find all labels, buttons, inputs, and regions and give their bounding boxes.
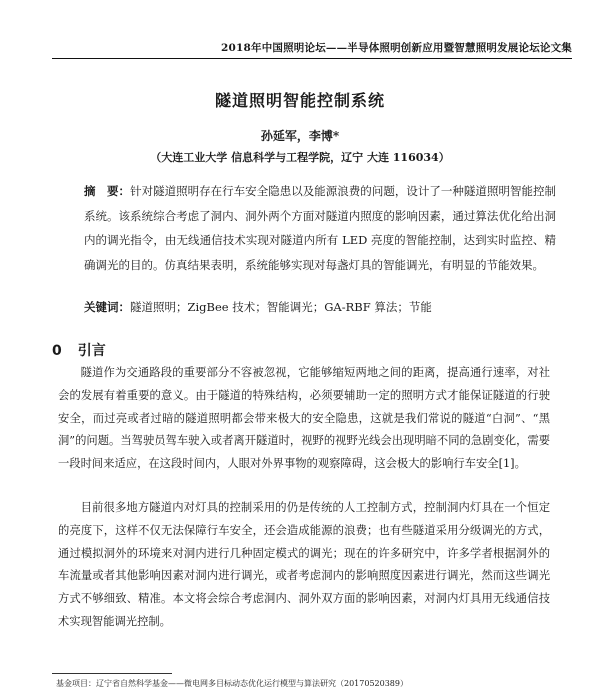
- section-title: 引言: [77, 343, 106, 359]
- abstract-text: 针对隧道照明存在行车安全隐患以及能源浪费的问题，设计了一种隧道照明智能控制系统。该系统综合考虑了洞内、洞外两个方面对隧道内照度的影响因素，通过算法优化给出洞内的调光指令，由无线通信技术实现对隧道内所有 LED 亮度的智能控制，达到实时监控、精确调光的目的。仿真结果表明，系统能够实现对每盏灯具的智能调光，有明显的节能效果。: [84, 184, 557, 272]
- keywords: [84, 297, 556, 317]
- abstract: [84, 179, 556, 277]
- paper-authors: 孙延军，李博*: [260, 129, 340, 143]
- paper-title: 隧道照明智能控制系统: [214, 91, 385, 110]
- section-number: 0: [52, 343, 62, 359]
- running-header: 2018年中国照明论坛——半导体照明创新应用暨智慧照明发展论坛论文集: [52, 40, 572, 59]
- section-heading-introduction: [52, 340, 106, 360]
- body-paragraph-1: 隧道作为交通路段的重要部分不容被忽视，它能够缩短两地之间的距离，提高通行速率，对社会的发展有着重要的意义。由于隧道的特殊结构，必须要辅助一定的照明方式才能保证隧道的行驶安全，而过亮或者过暗的隧道照明都会带来极大的安全隐患，这就是我们常说的隧道“白洞”、“黑洞”的问题。当驾驶员驾车驶入或者离开隧道时，视野的视野光线会出现明暗不同的急剧变化，需要一段时间来适应，在这段时间内，人眼对外界事物的观察障碍，这会极大的影响行车安全[1]。: [58, 366, 550, 471]
- keywords-label: 关键词：: [84, 300, 130, 314]
- author-affiliation: （大连工业大学 信息科学与工程学院，辽宁 大连 116034）: [150, 151, 450, 164]
- body-paragraph-2: 目前很多地方隧道内对灯具的控制采用的仍是传统的人工控制方式，控制洞内灯具在一个恒定的亮度下，这样不仅无法保障行车安全，还会造成能源的浪费；也有些隧道采用分级调光的方式，通过模拟洞外的环境来对洞内进行几种固定模式的调光；现在的许多研究中，许多学者根据洞外的车流量或者其他影响因素对洞内进行调光，或者考虑洞内的影响照度因素进行调光，然而这些调光方式不够细致、精准。本文将会综合考虑洞内、洞外双方面的影响因素，对洞内灯具用无线通信技术实现智能调光控制。: [58, 501, 550, 628]
- abstract-label: 摘 要：: [84, 184, 131, 198]
- footnote-rule: [52, 673, 172, 674]
- footnote-funding: 基金项目：辽宁省自然科学基金——微电网多目标动态优化运行模型与算法研究（20170520389）: [56, 679, 408, 688]
- keywords-text: 隧道照明；ZigBee 技术；智能调光；GA-RBF 算法；节能: [130, 300, 432, 314]
